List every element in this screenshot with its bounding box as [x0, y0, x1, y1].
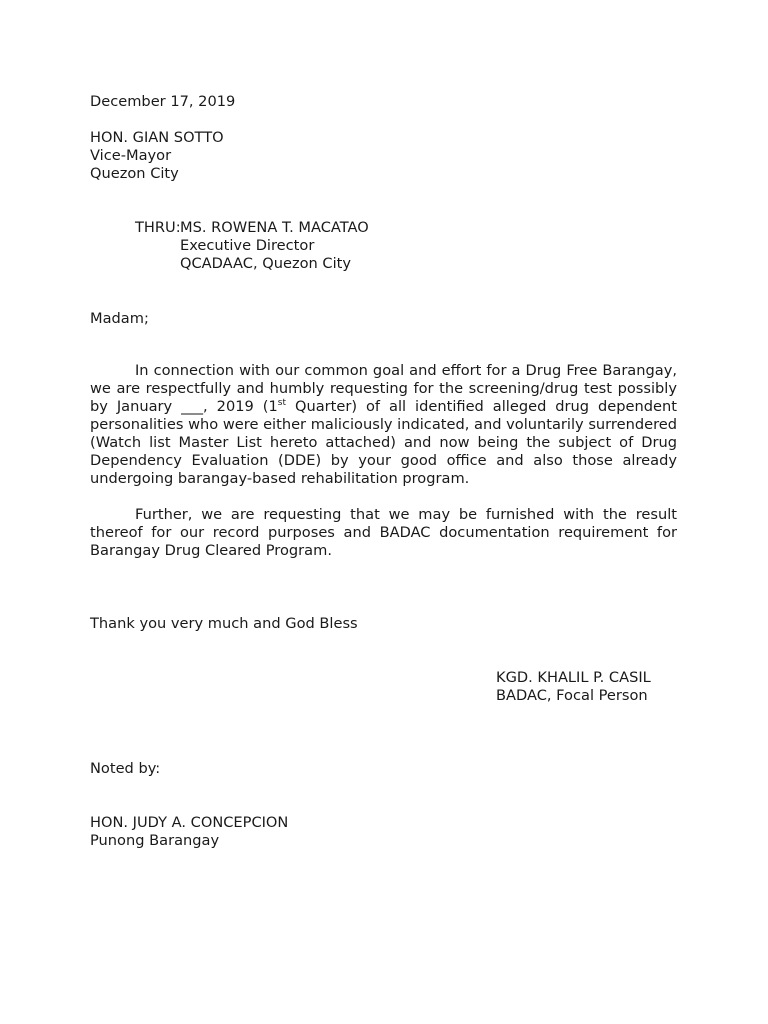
noted-position: Punong Barangay — [90, 832, 220, 849]
salutation: Madam; — [90, 310, 149, 327]
body-paragraph-1 — [90, 362, 677, 488]
thru-block — [180, 219, 369, 273]
recipient-block — [90, 129, 224, 183]
thru-office: QCADAAC, Quezon City — [180, 255, 352, 272]
signatory-block — [496, 669, 651, 705]
letter-date: December 17, 2019 — [90, 93, 236, 110]
closing-line: Thank you very much and God Bless — [90, 615, 358, 632]
body-paragraph-2-text: Further, we are requesting that we may be furnished with the result thereof for our record purposes and BADAC documentation requirement for Barangay Drug Cleared Program. — [90, 506, 677, 559]
noted-name: HON. JUDY A. CONCEPCION — [90, 814, 289, 831]
recipient-location: Quezon City — [90, 165, 179, 182]
recipient-position: Vice-Mayor — [90, 147, 172, 164]
body-paragraph-1-part2: Quarter) of all identified alleged drug dependent personalities who were either maliciously indicated, and voluntarily surrendered (Watch list Master List hereto attached) and now being the subject of Drug Dependency Evaluation (DDE) by your good office and also those already undergoing barangay-based rehabilitation program. — [90, 398, 677, 487]
body-paragraph-1-part1: In connection with our common goal and effort for a Drug Free Barangay, we are respectfully and humbly requesting for the screening/drug test possibly by January ___, 2019 (1 — [90, 362, 677, 415]
thru-position: Executive Director — [180, 237, 315, 254]
thru-label: THRU: — [135, 219, 181, 236]
signatory-position: BADAC, Focal Person — [496, 687, 648, 704]
ordinal-suffix: st — [277, 398, 286, 408]
noted-by-label: Noted by: — [90, 760, 161, 777]
signatory-name: KGD. KHALIL P. CASIL — [496, 669, 651, 686]
noted-block — [90, 814, 288, 850]
recipient-name: HON. GIAN SOTTO — [90, 129, 224, 146]
thru-name: MS. ROWENA T. MACATAO — [180, 219, 369, 236]
body-paragraph-2 — [90, 506, 677, 560]
